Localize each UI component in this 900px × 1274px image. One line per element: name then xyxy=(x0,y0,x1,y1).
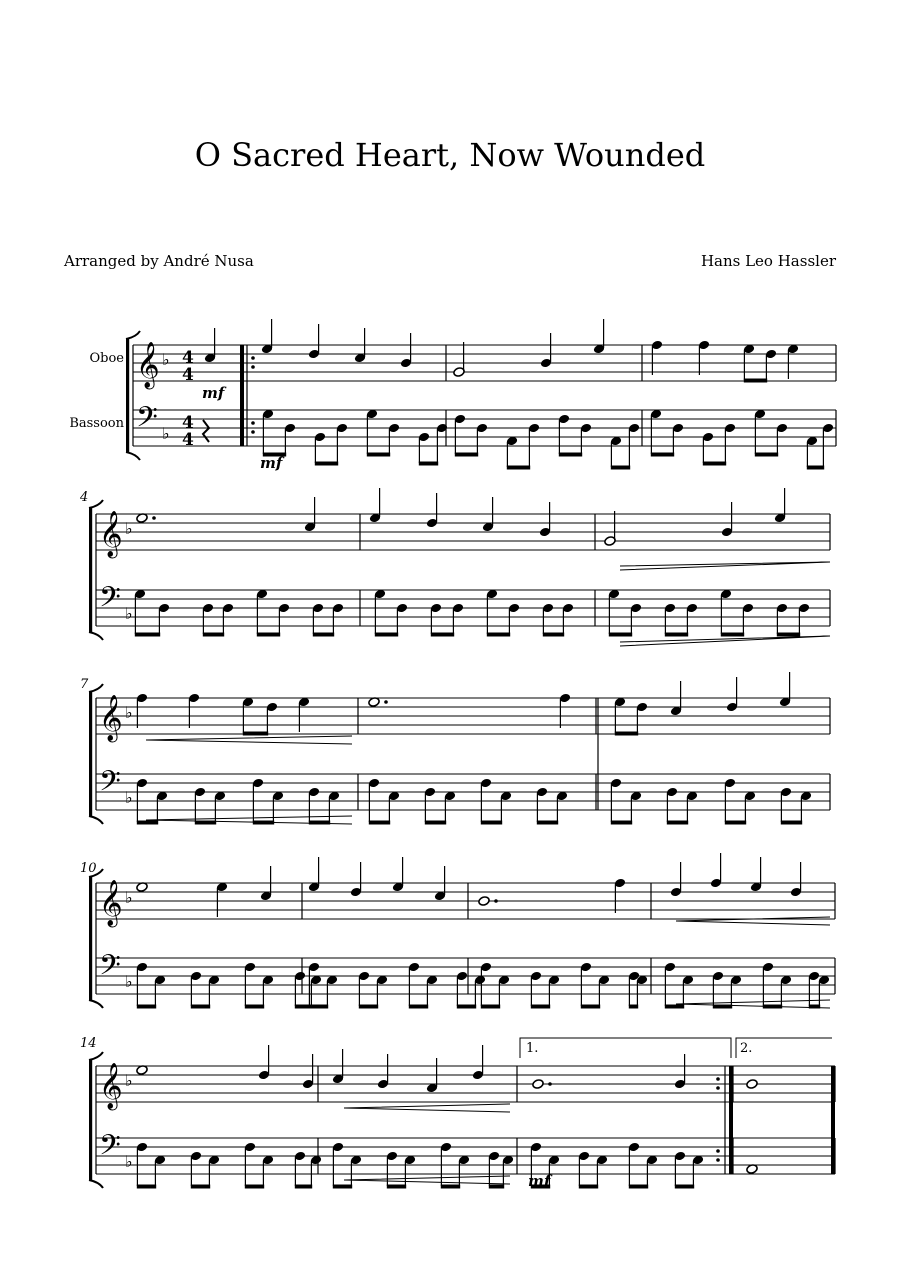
bracket-hook xyxy=(89,632,103,640)
beam xyxy=(135,633,160,637)
diminuendo-hairpin xyxy=(676,1000,830,1008)
bass-clef-icon: 𝄢 xyxy=(99,1129,121,1169)
dot xyxy=(494,899,498,903)
bracket-hook xyxy=(89,816,103,824)
flat-icon: ♭ xyxy=(162,424,170,443)
dynamic-mf-ending: mf xyxy=(528,1172,551,1190)
diminuendo-hairpin xyxy=(344,1176,510,1184)
final-barline xyxy=(831,1066,835,1174)
beam xyxy=(203,633,224,637)
beam xyxy=(369,821,390,825)
dynamic-mf-bassoon: mf xyxy=(260,454,283,472)
bracket-hook xyxy=(89,1180,103,1188)
beam xyxy=(667,821,688,825)
beam xyxy=(809,1005,820,1009)
note-head xyxy=(746,1079,758,1090)
repeat-thick-bar xyxy=(240,345,244,446)
measure-number-14: 14 xyxy=(80,1036,97,1051)
time-sig: 4 xyxy=(182,413,194,433)
beam xyxy=(191,1185,210,1189)
beam xyxy=(245,1185,264,1189)
beam xyxy=(744,379,767,383)
volta-2-label: 2. xyxy=(740,1041,753,1056)
repeat-dot xyxy=(251,365,255,369)
beam xyxy=(581,1005,600,1009)
beam xyxy=(755,453,778,457)
time-sig: 4 xyxy=(182,348,194,368)
dynamic-mf-oboe: mf xyxy=(202,384,225,402)
repeat-dot xyxy=(251,421,255,425)
bracket-hook xyxy=(126,331,140,339)
system-bracket xyxy=(89,1060,92,1180)
volta-1-bracket xyxy=(520,1038,731,1058)
beam xyxy=(781,821,802,825)
beam xyxy=(537,821,558,825)
beam xyxy=(559,453,582,457)
beam xyxy=(763,1005,782,1009)
system-bracket xyxy=(89,508,92,632)
diminuendo-hairpin xyxy=(344,1104,510,1112)
flat-icon: ♭ xyxy=(125,1071,133,1090)
flat-icon: ♭ xyxy=(125,1152,133,1171)
beam xyxy=(665,633,688,637)
repeat-dot xyxy=(716,1149,720,1153)
dot xyxy=(152,516,156,520)
beam xyxy=(675,1185,694,1189)
beam xyxy=(481,821,502,825)
diminuendo-hairpin xyxy=(676,917,830,925)
beam xyxy=(359,1005,378,1009)
note-head xyxy=(532,1079,544,1090)
repeat-dot xyxy=(716,1158,720,1162)
treble-clef-icon: 𝄞 xyxy=(136,342,160,388)
bracket-hook xyxy=(89,500,103,508)
repeat-dot xyxy=(716,1086,720,1090)
flat-icon: ♭ xyxy=(125,604,133,623)
volta-1-label: 1. xyxy=(526,1041,539,1056)
bass-clef-icon: 𝄢 xyxy=(99,949,121,989)
beam xyxy=(489,1185,504,1189)
beam xyxy=(807,466,824,470)
beam xyxy=(257,633,280,637)
beam xyxy=(609,633,632,637)
beam xyxy=(629,1005,638,1009)
score-title: O Sacred Heart, Now Wounded xyxy=(194,136,706,174)
flat-icon: ♭ xyxy=(162,350,170,369)
bass-clef-icon: 𝄢 xyxy=(99,581,121,621)
repeat-dot xyxy=(251,356,255,360)
beam xyxy=(295,1185,312,1189)
system-bracket xyxy=(89,692,92,816)
beam xyxy=(457,1005,476,1009)
repeat-dot xyxy=(251,430,255,434)
measure-number-7: 7 xyxy=(80,677,89,692)
beam xyxy=(531,1005,550,1009)
dot xyxy=(548,1082,552,1086)
bass-clef-icon: 𝄢 xyxy=(136,401,158,441)
beam xyxy=(507,466,530,470)
beam xyxy=(375,633,398,637)
beam xyxy=(487,633,510,637)
treble-clef-icon: 𝄞 xyxy=(99,1063,123,1109)
beam xyxy=(387,1185,406,1189)
flat-icon: ♭ xyxy=(125,788,133,807)
treble-clef-icon: 𝄞 xyxy=(99,511,123,557)
beam xyxy=(713,1005,732,1009)
quarter-rest-icon xyxy=(203,420,209,442)
beam xyxy=(137,821,158,825)
bracket-hook xyxy=(89,1052,103,1060)
flat-icon: ♭ xyxy=(125,703,133,722)
beam xyxy=(243,732,268,736)
bracket-hook xyxy=(126,452,140,460)
flat-icon: ♭ xyxy=(125,888,133,907)
beam xyxy=(721,633,744,637)
crescendo-hairpin xyxy=(620,636,830,646)
beam xyxy=(419,462,438,466)
beam xyxy=(455,453,478,457)
beam xyxy=(579,1185,598,1189)
beam xyxy=(441,1185,460,1189)
system-bracket xyxy=(89,877,92,1000)
flat-icon: ♭ xyxy=(125,972,133,991)
system-bracket xyxy=(126,339,129,452)
beam xyxy=(777,633,800,637)
beam xyxy=(367,453,390,457)
composer-credit: Hans Leo Hassler xyxy=(700,252,836,270)
diminuendo-hairpin xyxy=(146,736,352,744)
bass-clef-icon: 𝄢 xyxy=(99,765,121,805)
beam xyxy=(333,1185,352,1189)
flat-icon: ♭ xyxy=(125,519,133,538)
beam xyxy=(253,821,274,825)
beam xyxy=(191,1005,210,1009)
bracket-hook xyxy=(89,684,103,692)
beam xyxy=(615,732,638,736)
beam xyxy=(425,821,446,825)
beam xyxy=(665,1005,684,1009)
beam xyxy=(309,821,330,825)
beam xyxy=(315,462,338,466)
instrument-label-oboe: Oboe xyxy=(89,351,124,366)
beam xyxy=(611,821,632,825)
arranger-credit: Arranged by André Nusa xyxy=(64,252,254,270)
time-sig: 4 xyxy=(182,430,194,450)
repeat-thick-bar xyxy=(729,1066,733,1174)
repeat-dot xyxy=(716,1077,720,1081)
treble-clef-icon: 𝄞 xyxy=(99,695,123,741)
note-head xyxy=(478,896,490,907)
beam xyxy=(725,821,746,825)
beam xyxy=(703,462,726,466)
beam xyxy=(137,1005,156,1009)
beam xyxy=(651,453,674,457)
time-sig: 4 xyxy=(182,365,194,385)
measure-number-4: 4 xyxy=(80,490,89,505)
beam xyxy=(309,1005,328,1009)
instrument-label-bassoon: Bassoon xyxy=(69,416,124,431)
beam xyxy=(431,633,454,637)
beam xyxy=(245,1005,264,1009)
crescendo-hairpin xyxy=(620,562,830,570)
measure-number-10: 10 xyxy=(80,861,97,876)
beam xyxy=(409,1005,428,1009)
dot xyxy=(384,700,388,704)
beam xyxy=(195,821,216,825)
beam xyxy=(611,466,630,470)
treble-clef-icon: 𝄞 xyxy=(99,880,123,926)
beam xyxy=(313,633,334,637)
beam xyxy=(543,633,564,637)
beam xyxy=(629,1185,648,1189)
beam xyxy=(481,1005,500,1009)
beam xyxy=(137,1185,156,1189)
bracket-hook xyxy=(89,1000,103,1008)
